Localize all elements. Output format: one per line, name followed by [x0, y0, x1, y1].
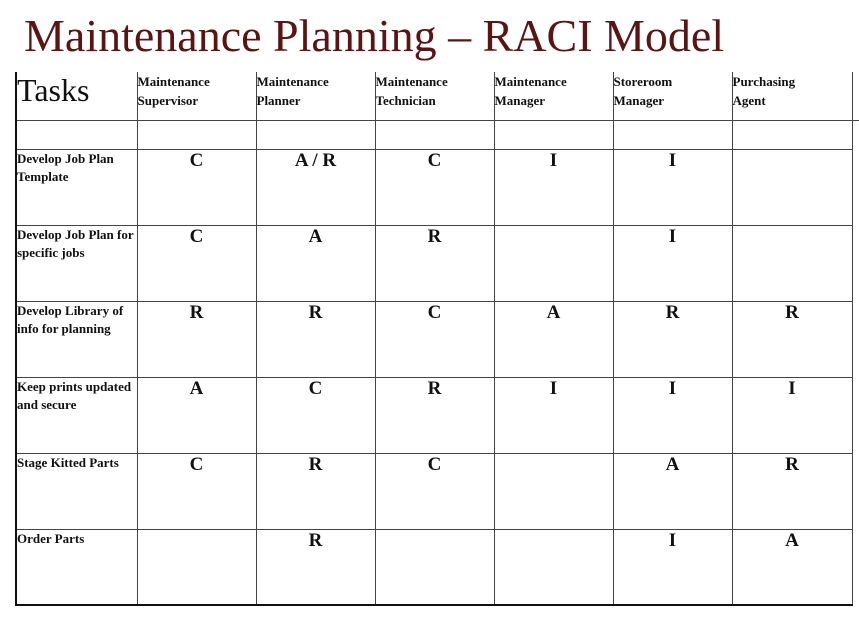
role-header-maintenance-supervisor: Maintenance Supervisor [137, 72, 256, 120]
raci-cell: A [256, 225, 375, 301]
role-header-maintenance-planner: Maintenance Planner [256, 72, 375, 120]
raci-cell: C [137, 225, 256, 301]
raci-cell [732, 225, 852, 301]
blank-cell [16, 120, 137, 149]
task-name: Keep prints updated and secure [16, 377, 137, 453]
blank-cell [494, 120, 613, 149]
task-row [16, 225, 852, 301]
raci-cell [732, 149, 852, 225]
raci-cell [494, 453, 613, 529]
task-name: Develop Library of info for planning [16, 301, 137, 377]
role-header-maintenance-technician: Maintenance Technician [375, 72, 494, 120]
raci-cell: C [137, 149, 256, 225]
raci-cell: I [613, 377, 732, 453]
raci-cell [375, 529, 494, 605]
raci-cell: I [613, 149, 732, 225]
blank-cell [613, 120, 732, 149]
task-row [16, 301, 852, 377]
raci-cell: C [375, 301, 494, 377]
task-name: Develop Job Plan Template [16, 149, 137, 225]
blank-cell [256, 120, 375, 149]
raci-table [15, 72, 853, 606]
raci-cell [494, 529, 613, 605]
raci-cell: I [613, 529, 732, 605]
raci-cell: R [137, 301, 256, 377]
task-row [16, 453, 852, 529]
task-row [16, 529, 852, 605]
raci-cell: C [256, 377, 375, 453]
tasks-header: Tasks [16, 72, 137, 120]
raci-cell: R [732, 453, 852, 529]
blank-row [16, 120, 852, 149]
raci-cell: R [375, 377, 494, 453]
raci-cell: R [256, 301, 375, 377]
task-name: Stage Kitted Parts [16, 453, 137, 529]
raci-cell: A [732, 529, 852, 605]
task-name: Develop Job Plan for specific jobs [16, 225, 137, 301]
header-row [16, 72, 852, 120]
task-row [16, 149, 852, 225]
raci-cell: A [613, 453, 732, 529]
raci-cell: C [375, 453, 494, 529]
raci-cell [494, 225, 613, 301]
role-header-maintenance-manager: Maintenance Manager [494, 72, 613, 120]
role-header-purchasing-agent: Purchasing Agent [732, 72, 852, 120]
task-row [16, 377, 852, 453]
raci-cell: I [613, 225, 732, 301]
raci-cell: I [494, 377, 613, 453]
task-name: Order Parts [16, 529, 137, 605]
raci-cell: R [732, 301, 852, 377]
role-header-storeroom-manager: Storeroom Manager [613, 72, 732, 120]
raci-cell: R [256, 529, 375, 605]
raci-cell: R [375, 225, 494, 301]
blank-cell [375, 120, 494, 149]
raci-cell: C [137, 453, 256, 529]
grid-line-stub [851, 120, 859, 121]
raci-cell [137, 529, 256, 605]
raci-cell: A / R [256, 149, 375, 225]
raci-cell: C [375, 149, 494, 225]
raci-cell: A [494, 301, 613, 377]
raci-cell: I [732, 377, 852, 453]
raci-cell: R [613, 301, 732, 377]
raci-cell: I [494, 149, 613, 225]
raci-cell: A [137, 377, 256, 453]
blank-cell [732, 120, 852, 149]
page-title: Maintenance Planning – RACI Model [24, 10, 725, 61]
raci-cell: R [256, 453, 375, 529]
blank-cell [137, 120, 256, 149]
